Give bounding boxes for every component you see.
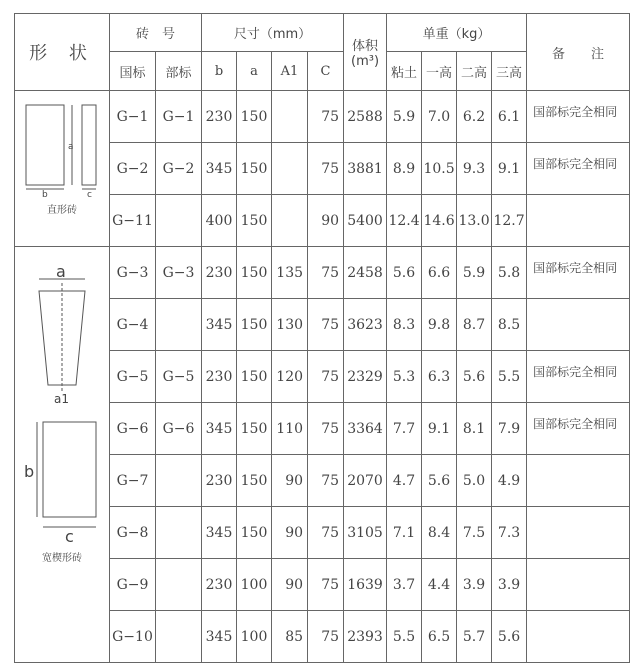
- gb-code: G−6: [110, 403, 156, 455]
- gb-code: G−8: [110, 507, 156, 559]
- weight-clay: 12.4: [387, 195, 422, 247]
- weight-high3: 5.6: [492, 611, 527, 663]
- dim-a1: 90: [272, 559, 308, 611]
- header-remarks: 备 注: [527, 14, 630, 91]
- dim-b: 345: [202, 403, 237, 455]
- dim-c-label: c: [64, 527, 74, 545]
- weight-high1: 6.5: [422, 611, 457, 663]
- dim-b: 230: [202, 91, 237, 143]
- weight-clay: 5.6: [387, 247, 422, 299]
- bb-code: [156, 455, 202, 507]
- weight-high1: 10.5: [422, 143, 457, 195]
- weight-high2: 3.9: [457, 559, 492, 611]
- weight-high2: 6.2: [457, 91, 492, 143]
- subheader-a: a: [237, 52, 272, 91]
- dim-b: 230: [202, 351, 237, 403]
- remark: [527, 559, 630, 611]
- dim-a: 100: [237, 559, 272, 611]
- dim-a: 150: [237, 247, 272, 299]
- bb-code: [156, 195, 202, 247]
- dim-a: 150: [237, 91, 272, 143]
- remark: 国部标完全相同: [527, 247, 630, 299]
- weight-high1: 9.1: [422, 403, 457, 455]
- shape-caption: 宽楔形砖: [42, 553, 82, 564]
- shape-caption: 直形砖: [47, 205, 77, 216]
- dim-a1: 90: [272, 507, 308, 559]
- weight-clay: 5.5: [387, 611, 422, 663]
- weight-high3: 7.9: [492, 403, 527, 455]
- dim-c: 75: [308, 91, 344, 143]
- wedge-brick-diagram: [15, 255, 109, 564]
- weight-clay: 8.9: [387, 143, 422, 195]
- gb-code: G−10: [110, 611, 156, 663]
- bb-code: [156, 611, 202, 663]
- dim-a1: [272, 195, 308, 247]
- dim-a1: 85: [272, 611, 308, 663]
- header-shape: 形 状: [15, 14, 110, 91]
- weight-high3: 12.7: [492, 195, 527, 247]
- volume: 2393: [344, 611, 387, 663]
- weight-high3: 7.3: [492, 507, 527, 559]
- weight-high2: 7.5: [457, 507, 492, 559]
- dim-c: 75: [308, 507, 344, 559]
- dim-a1: [272, 91, 308, 143]
- weight-high1: 4.4: [422, 559, 457, 611]
- header-volume: [344, 14, 387, 91]
- remark: 国部标完全相同: [527, 351, 630, 403]
- subheader-b: b: [202, 52, 237, 91]
- remark: 国部标完全相同: [527, 91, 630, 143]
- dim-a1: 130: [272, 299, 308, 351]
- shape-wedge-brick: [15, 247, 110, 663]
- dim-b-label: b: [23, 462, 34, 481]
- weight-high1: 6.6: [422, 247, 457, 299]
- header-unit-weight: 单重（kg）: [387, 14, 527, 52]
- dim-a1: 90: [272, 455, 308, 507]
- weight-high1: 5.6: [422, 455, 457, 507]
- dim-c: 90: [308, 195, 344, 247]
- subheader-c: C: [308, 52, 344, 91]
- gb-code: G−2: [110, 143, 156, 195]
- dim-b: 400: [202, 195, 237, 247]
- bb-code: G−2: [156, 143, 202, 195]
- bb-code: G−3: [156, 247, 202, 299]
- subheader-high2: 二高: [457, 52, 492, 91]
- dim-c: 75: [308, 455, 344, 507]
- weight-high1: 9.8: [422, 299, 457, 351]
- weight-high2: 9.3: [457, 143, 492, 195]
- dim-c-label: c: [86, 190, 92, 197]
- weight-clay: 5.3: [387, 351, 422, 403]
- gb-code: G−1: [110, 91, 156, 143]
- volume: 3881: [344, 143, 387, 195]
- bb-code: G−5: [156, 351, 202, 403]
- subheader-gb: 国标: [110, 52, 156, 91]
- dim-a-label: a: [55, 262, 66, 281]
- gb-code: G−9: [110, 559, 156, 611]
- remark: [527, 299, 630, 351]
- gb-code: G−4: [110, 299, 156, 351]
- dim-b: 230: [202, 247, 237, 299]
- weight-high3: 6.1: [492, 91, 527, 143]
- subheader-clay: 粘土: [387, 52, 422, 91]
- remark: [527, 455, 630, 507]
- volume-label: 体积: [352, 39, 379, 54]
- header-brick-no: 砖 号: [110, 14, 202, 52]
- weight-high1: 8.4: [422, 507, 457, 559]
- dim-a: 150: [237, 507, 272, 559]
- subheader-high3: 三高: [492, 52, 527, 91]
- table-row: [15, 247, 630, 299]
- volume: 5400: [344, 195, 387, 247]
- dim-a1-label: a1: [53, 392, 69, 406]
- weight-high3: 5.5: [492, 351, 527, 403]
- weight-clay: 7.7: [387, 403, 422, 455]
- weight-high1: 14.6: [422, 195, 457, 247]
- dim-a1: 110: [272, 403, 308, 455]
- weight-high2: 5.7: [457, 611, 492, 663]
- weight-high3: 9.1: [492, 143, 527, 195]
- weight-clay: 3.7: [387, 559, 422, 611]
- dim-c: 75: [308, 299, 344, 351]
- dim-a: 150: [237, 195, 272, 247]
- gb-code: G−11: [110, 195, 156, 247]
- volume: 2458: [344, 247, 387, 299]
- weight-high2: 5.9: [457, 247, 492, 299]
- dim-c: 75: [308, 351, 344, 403]
- dim-a: 150: [237, 299, 272, 351]
- volume: 2070: [344, 455, 387, 507]
- remark: [527, 507, 630, 559]
- dim-c: 75: [308, 143, 344, 195]
- remark: 国部标完全相同: [527, 403, 630, 455]
- dim-c: 75: [308, 403, 344, 455]
- dim-a: 150: [237, 143, 272, 195]
- volume: 1639: [344, 559, 387, 611]
- weight-high2: 13.0: [457, 195, 492, 247]
- dim-a: 150: [237, 455, 272, 507]
- subheader-a1: A1: [272, 52, 308, 91]
- gb-code: G−7: [110, 455, 156, 507]
- bb-code: [156, 299, 202, 351]
- dim-b: 345: [202, 507, 237, 559]
- weight-high2: 5.6: [457, 351, 492, 403]
- dim-b: 345: [202, 299, 237, 351]
- remark: [527, 611, 630, 663]
- straight-brick-diagram: [15, 97, 109, 216]
- dim-a-label: a: [67, 142, 74, 152]
- weight-clay: 8.3: [387, 299, 422, 351]
- weight-clay: 5.9: [387, 91, 422, 143]
- remark: [527, 195, 630, 247]
- dim-b: 345: [202, 611, 237, 663]
- dim-a: 150: [237, 403, 272, 455]
- dim-c: 75: [308, 247, 344, 299]
- dim-a1: 135: [272, 247, 308, 299]
- weight-high3: 4.9: [492, 455, 527, 507]
- remark: 国部标完全相同: [527, 143, 630, 195]
- gb-code: G−5: [110, 351, 156, 403]
- dim-b: 345: [202, 143, 237, 195]
- header-size: 尺寸（mm）: [202, 14, 344, 52]
- dim-b: 230: [202, 455, 237, 507]
- table-row: [15, 91, 630, 143]
- weight-clay: 7.1: [387, 507, 422, 559]
- weight-high1: 7.0: [422, 91, 457, 143]
- weight-high1: 6.3: [422, 351, 457, 403]
- subheader-bb: 部标: [156, 52, 202, 91]
- weight-high2: 8.1: [457, 403, 492, 455]
- weight-clay: 4.7: [387, 455, 422, 507]
- brick-spec-table: [14, 13, 630, 663]
- bb-code: G−1: [156, 91, 202, 143]
- weight-high2: 5.0: [457, 455, 492, 507]
- subheader-high1: 一高: [422, 52, 457, 91]
- dim-c: 75: [308, 559, 344, 611]
- dim-a: 100: [237, 611, 272, 663]
- dim-c: 75: [308, 611, 344, 663]
- weight-high3: 5.8: [492, 247, 527, 299]
- weight-high3: 3.9: [492, 559, 527, 611]
- gb-code: G−3: [110, 247, 156, 299]
- volume: 3623: [344, 299, 387, 351]
- shape-straight-brick: [15, 91, 110, 247]
- dim-b-label: b: [41, 190, 48, 197]
- weight-high3: 8.5: [492, 299, 527, 351]
- bb-code: [156, 507, 202, 559]
- dim-b: 230: [202, 559, 237, 611]
- dim-a1: [272, 143, 308, 195]
- bb-code: G−6: [156, 403, 202, 455]
- volume: 2588: [344, 91, 387, 143]
- bb-code: [156, 559, 202, 611]
- volume: 2329: [344, 351, 387, 403]
- volume-unit: (m³): [351, 54, 380, 69]
- volume: 3364: [344, 403, 387, 455]
- weight-high2: 8.7: [457, 299, 492, 351]
- dim-a1: 120: [272, 351, 308, 403]
- dim-a: 150: [237, 351, 272, 403]
- volume: 3105: [344, 507, 387, 559]
